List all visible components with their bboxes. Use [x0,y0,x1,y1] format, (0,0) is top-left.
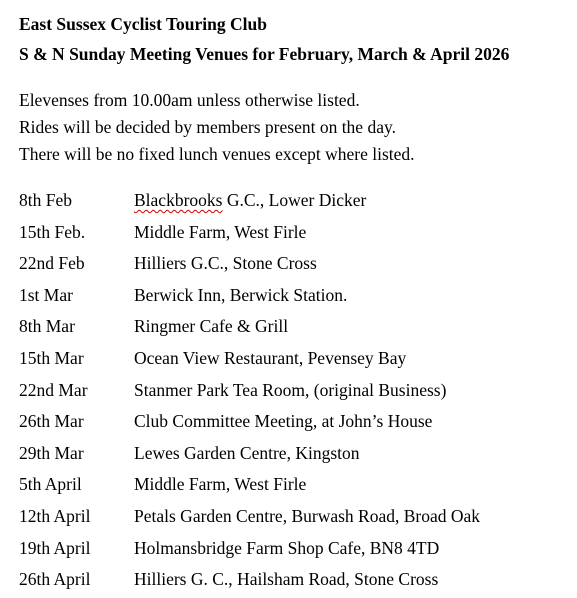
note-lunch: There will be no fixed lunch venues except where listed. [19,144,415,164]
note-elevenses: Elevenses from 10.00am unless otherwise listed. [19,90,360,110]
venue-date: 22nd Mar [19,379,88,400]
venue-row [19,438,571,470]
note-rides: Rides will be decided by members present on the day. [19,117,396,137]
venue-date: 15th Feb. [19,221,86,242]
venue-date: 12th April [19,505,91,526]
venue-name: Petals Garden Centre, Burwash Road, Broad Oak [134,505,481,526]
schedule-subtitle: S & N Sunday Meeting Venues for February, March & April 2026 [19,44,510,64]
venue-name: Club Committee Meeting, at John’s House [134,411,433,432]
venue-name: Stanmer Park Tea Room, (original Business) [134,379,447,400]
venue-row [19,343,571,375]
club-name-heading: East Sussex Cyclist Touring Club [19,14,267,34]
venue-row [19,406,571,438]
venue-name: Middle Farm, West Firle [134,221,307,242]
venue-row [19,185,571,217]
venue-date: 8th Mar [19,316,75,337]
venue-row [19,311,571,343]
venue-date: 8th Feb [19,190,72,210]
document-body [19,11,571,596]
venue-row [19,217,571,249]
venue-date: 26th Mar [19,411,84,432]
venue-row [19,564,571,596]
venue-name: Berwick Inn, Berwick Station. [134,284,348,305]
venue-list [19,185,571,596]
notes-block [19,87,571,168]
venue-row [19,248,571,280]
venue-row [19,280,571,312]
venue-name: Holmansbridge Farm Shop Cafe, BN8 4TD [134,537,440,558]
venue-date: 22nd Feb [19,253,85,274]
venue-row [19,375,571,407]
venue-name: Ringmer Cafe & Grill [134,316,289,337]
venue-name: Hilliers G.C., Stone Cross [134,253,317,274]
venue-date: 5th April [19,474,82,495]
venue-date: 26th April [19,569,91,590]
venue-date: 29th Mar [19,442,84,463]
spellcheck-word: Blackbrooks [134,190,223,210]
venue-name: Hilliers G. C., Hailsham Road, Stone Cross [134,569,439,590]
venue-date: 15th Mar [19,347,84,368]
venue-row [19,469,571,501]
venue-name: Middle Farm, West Firle [134,474,307,495]
venue-name: Ocean View Restaurant, Pevensey Bay [134,347,407,368]
venue-name-rest: G.C., Lower Dicker [222,190,367,210]
venue-name: Lewes Garden Centre, Kingston [134,442,360,463]
venue-date: 1st Mar [19,284,73,305]
venue-row [19,533,571,565]
venue-name [134,185,366,217]
venue-row [19,501,571,533]
venue-date: 19th April [19,537,91,558]
